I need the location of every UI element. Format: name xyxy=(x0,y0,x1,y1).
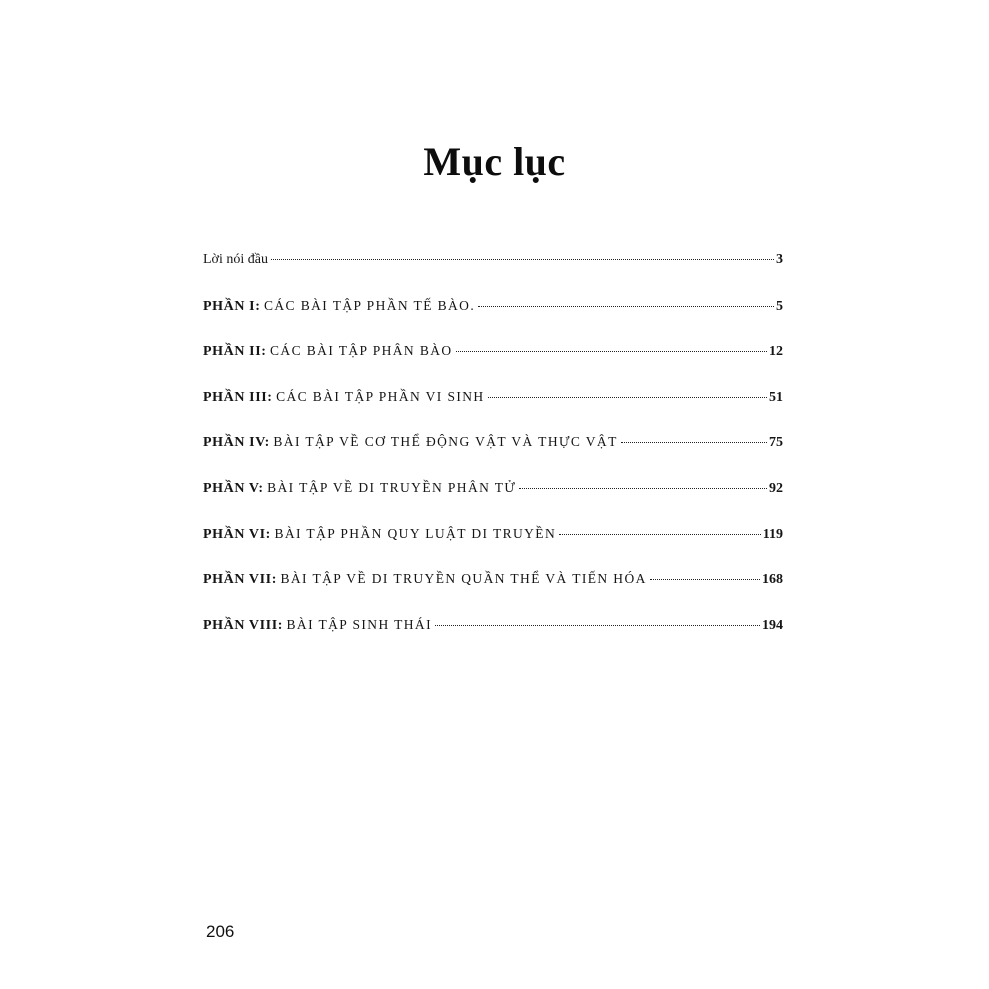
toc-entry xyxy=(203,343,783,389)
page-title: Mục lục xyxy=(423,139,566,184)
toc-entry-title: BÀI TẬP VỀ DI TRUYỀN QUẦN THỂ VÀ TIẾN HÓA xyxy=(280,571,647,587)
toc-entry xyxy=(203,298,783,344)
dot-leader xyxy=(519,488,767,489)
dot-leader xyxy=(456,351,767,352)
toc-entry-part: PHẦN II: xyxy=(203,344,267,360)
dot-leader xyxy=(488,397,767,398)
toc-entry-part: PHẦN I: xyxy=(203,298,261,314)
dot-leader xyxy=(559,534,761,535)
toc-entry-part: PHẦN VI: xyxy=(203,526,271,542)
toc-entry xyxy=(203,571,783,617)
dot-leader xyxy=(435,625,760,626)
dot-leader xyxy=(650,579,760,580)
toc-entry-page: 92 xyxy=(769,480,783,496)
dot-leader xyxy=(271,259,774,260)
page-number: 206 xyxy=(206,922,235,941)
toc-entry-part: PHẦN VIII: xyxy=(203,617,284,633)
toc-entry-title: BÀI TẬP PHẦN QUY LUẬT DI TRUYỀN xyxy=(274,525,557,541)
toc-entry-page: 75 xyxy=(769,435,783,451)
toc-entry-page: 119 xyxy=(762,526,783,542)
toc-entry-part: PHẦN IV: xyxy=(203,435,270,451)
dot-leader xyxy=(621,442,767,443)
toc-entry-page: 168 xyxy=(762,572,783,588)
toc-entry-page: 194 xyxy=(762,617,783,633)
toc-entry-part: PHẦN V: xyxy=(203,480,264,496)
toc-entry-title: Lời nói đầu xyxy=(203,252,268,267)
toc-entry xyxy=(203,434,783,480)
toc-entry-page: 3 xyxy=(776,252,783,267)
toc-entry-part: PHẦN III: xyxy=(203,389,273,405)
toc-entry xyxy=(203,480,783,526)
toc-entry-title: BÀI TẬP VỀ DI TRUYỀN PHÂN TỬ xyxy=(267,479,517,495)
toc-entry-part: PHẦN VII: xyxy=(203,572,277,588)
toc-entry-title: BÀI TẬP VỀ CƠ THỂ ĐỘNG VẬT VÀ THỰC VẬT xyxy=(273,434,618,450)
table-of-contents xyxy=(203,252,783,662)
toc-entry-page: 51 xyxy=(769,389,783,405)
toc-entry-title: CÁC BÀI TẬP PHÂN BÀO xyxy=(270,343,453,359)
toc-entry xyxy=(203,617,783,663)
toc-entry-page: 12 xyxy=(769,344,783,360)
toc-entry xyxy=(203,526,783,572)
dot-leader xyxy=(478,306,774,307)
toc-entry xyxy=(203,389,783,435)
toc-entry-page: 5 xyxy=(776,298,783,314)
toc-entry-title: BÀI TẬP SINH THÁI xyxy=(286,616,432,632)
toc-entry-title: CÁC BÀI TẬP PHẦN TẾ BÀO. xyxy=(263,297,476,313)
toc-entry-title: CÁC BÀI TẬP PHẦN VI SINH xyxy=(276,388,485,404)
toc-entry xyxy=(203,252,783,298)
